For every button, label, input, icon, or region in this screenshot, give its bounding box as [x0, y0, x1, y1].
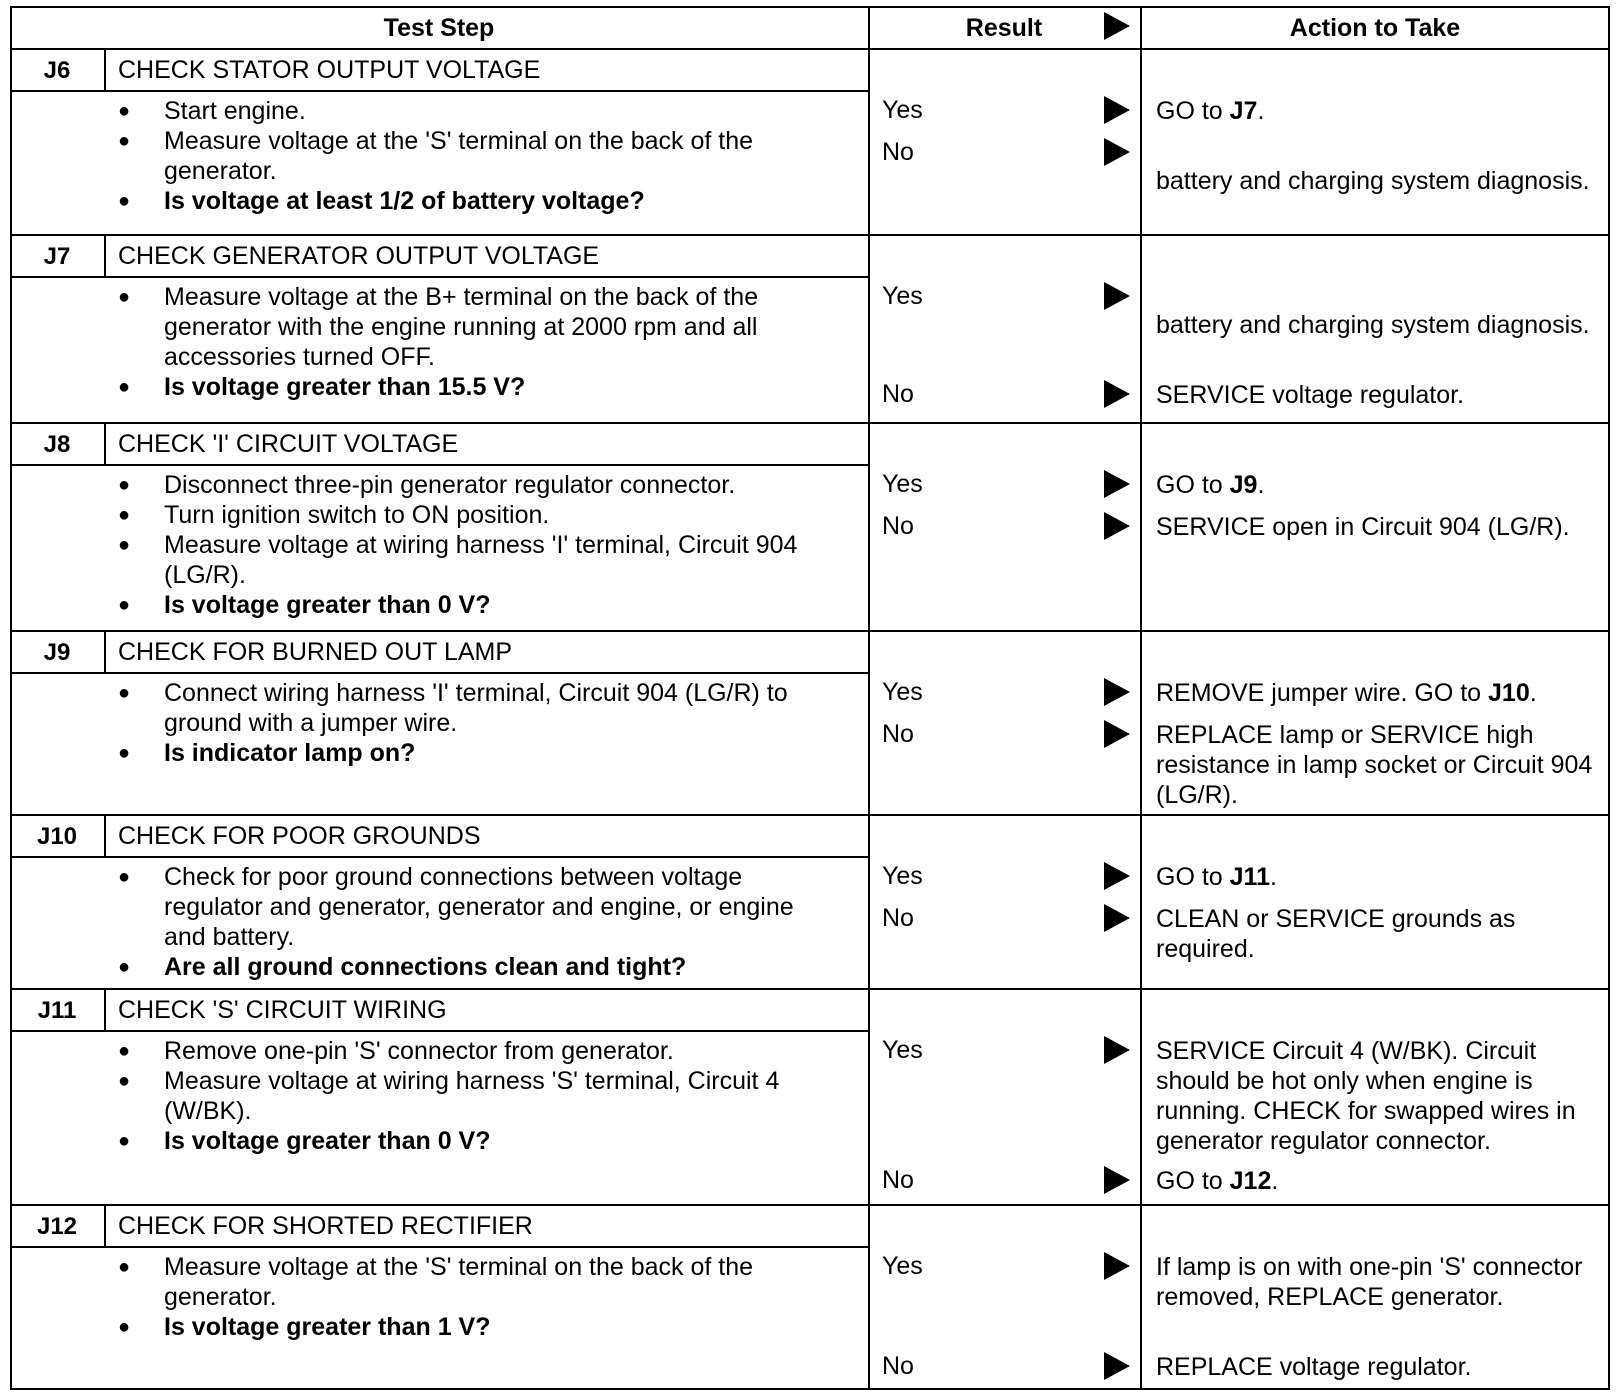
arrow-right-icon [1104, 720, 1130, 748]
step-id: J11 [37, 997, 77, 1024]
id-divider [104, 988, 106, 1030]
arrow-right-icon [1104, 512, 1130, 540]
action-step-ref: J11 [1229, 863, 1270, 891]
step-title: CHECK FOR BURNED OUT LAMP [118, 638, 513, 666]
arrow-right-icon [1104, 282, 1130, 310]
arrow-right-icon [1104, 96, 1130, 124]
action-pre: SERVICE Circuit 4 (W/BK). Circuit should be hot only when engine is running. CHECK for swapped wires in generator regulator connector. [1156, 1037, 1576, 1155]
step-bullet: ● Measure voltage at the 'S' terminal on the back of the generator. [118, 1252, 838, 1312]
step-question: ● Is voltage at least 1/2 of battery voltage? [118, 186, 838, 216]
step-instructions [118, 862, 838, 982]
result-yes: Yes [882, 678, 923, 706]
header-result: Result [965, 13, 1043, 42]
id-divider [104, 422, 106, 464]
step-divider [10, 814, 1610, 816]
step-question: ● Is voltage greater than 0 V? [118, 1126, 838, 1156]
title-divider [10, 90, 868, 92]
header-test-step: Test Step [383, 13, 495, 42]
step-instructions [118, 470, 838, 620]
step-bullet: ● Measure voltage at the 'S' terminal on the back of the generator. [118, 126, 838, 186]
result-yes: Yes [882, 862, 923, 890]
id-divider [104, 1204, 106, 1246]
step-question: ● Is indicator lamp on? [118, 738, 838, 768]
result-yes: Yes [882, 96, 923, 124]
arrow-right-icon [1104, 904, 1130, 932]
step-bullet: ● Measure voltage at wiring harness 'S' terminal, Circuit 4 (W/BK). [118, 1066, 838, 1126]
result-yes: Yes [882, 1252, 923, 1280]
action-pre: REPLACE lamp or SERVICE high resistance in lamp socket or Circuit 904 (LG/R). [1156, 721, 1593, 809]
step-bullet: ● Start engine. [118, 96, 838, 126]
action-text [1156, 678, 1596, 708]
title-divider [10, 276, 868, 278]
action-text [1156, 1166, 1596, 1196]
step-divider [10, 630, 1610, 632]
action-text [1156, 904, 1596, 964]
step-id: J9 [43, 639, 71, 666]
step-instructions [118, 1252, 838, 1342]
step-bullet: ● Turn ignition switch to ON position. [118, 500, 838, 530]
header-action: Action to Take [1289, 13, 1461, 42]
arrow-right-icon [1104, 138, 1130, 166]
step-title: CHECK 'I' CIRCUIT VOLTAGE [118, 430, 459, 458]
result-no: No [882, 138, 914, 166]
action-text [1156, 720, 1596, 810]
step-id: J7 [43, 243, 71, 270]
arrow-right-icon [1104, 1166, 1130, 1194]
action-text [1156, 1036, 1596, 1156]
step-instructions [118, 96, 838, 216]
action-text [1156, 1252, 1596, 1312]
action-post: . [1271, 1167, 1279, 1195]
action-pre: CLEAN or SERVICE grounds as required. [1156, 905, 1516, 963]
step-instructions [118, 678, 838, 768]
action-post: battery and charging system diagnosis. [1156, 311, 1590, 339]
step-id: J12 [36, 1213, 78, 1240]
action-pre: SERVICE open in Circuit 904 (LG/R). [1156, 513, 1570, 541]
step-question: ● Is voltage greater than 0 V? [118, 590, 838, 620]
step-title: CHECK FOR POOR GROUNDS [118, 822, 481, 850]
step-divider [10, 988, 1610, 990]
id-divider [104, 234, 106, 276]
action-pre: GO to [1156, 863, 1230, 891]
action-post: . [1257, 471, 1265, 499]
step-question: ● Is voltage greater than 1 V? [118, 1312, 838, 1342]
step-id: J8 [43, 431, 71, 458]
step-bullet: ● Remove one-pin 'S' connector from generator. [118, 1036, 838, 1066]
step-id: J6 [43, 57, 71, 84]
arrow-right-icon [1104, 1352, 1130, 1380]
action-pre: If lamp is on with one-pin 'S' connector removed, REPLACE generator. [1156, 1253, 1583, 1311]
result-no: No [882, 904, 914, 932]
title-divider [10, 1246, 868, 1248]
title-divider [10, 1030, 868, 1032]
action-post: . [1529, 679, 1537, 707]
divider-result [868, 6, 870, 1390]
action-step-ref: J12 [1229, 1167, 1272, 1195]
action-text [1156, 310, 1596, 340]
diagnostic-table [10, 6, 1610, 1394]
step-id: J10 [36, 823, 78, 850]
result-yes: Yes [882, 1036, 923, 1064]
action-pre: GO to [1156, 471, 1230, 499]
arrow-right-icon [1104, 1252, 1130, 1280]
result-no: No [882, 720, 914, 748]
action-text [1156, 380, 1596, 410]
step-title: CHECK 'S' CIRCUIT WIRING [118, 996, 447, 1024]
step-title: CHECK FOR SHORTED RECTIFIER [118, 1212, 533, 1240]
arrow-right-icon [1104, 678, 1130, 706]
action-text [1156, 470, 1596, 500]
action-post: battery and charging system diagnosis. [1156, 167, 1590, 195]
action-text [1156, 166, 1596, 196]
title-divider [10, 672, 868, 674]
step-instructions [118, 1036, 838, 1156]
step-question: ● Are all ground connections clean and tight? [118, 952, 838, 982]
arrow-right-icon [1104, 1036, 1130, 1064]
step-bullet: ● Connect wiring harness 'I' terminal, Circuit 904 (LG/R) to ground with a jumper wire. [118, 678, 838, 738]
action-pre: REMOVE jumper wire. GO to [1156, 679, 1489, 707]
result-yes: Yes [882, 470, 923, 498]
result-no: No [882, 380, 914, 408]
arrow-right-icon [1104, 862, 1130, 890]
step-question: ● Is voltage greater than 15.5 V? [118, 372, 838, 402]
result-no: No [882, 1352, 914, 1380]
action-step-ref: J10 [1488, 679, 1530, 707]
action-pre: SERVICE voltage regulator. [1156, 381, 1465, 409]
title-divider [10, 856, 868, 858]
arrow-right-icon [1104, 380, 1130, 408]
id-divider [104, 814, 106, 856]
result-yes: Yes [882, 282, 923, 310]
header-arrow-icon [1104, 12, 1130, 40]
action-text [1156, 96, 1596, 126]
id-divider [104, 630, 106, 672]
step-divider [10, 1204, 1610, 1206]
action-post: . [1269, 863, 1277, 891]
action-text [1156, 1352, 1596, 1382]
title-divider [10, 464, 868, 466]
step-title: CHECK GENERATOR OUTPUT VOLTAGE [118, 242, 600, 270]
header-divider [10, 48, 1610, 50]
step-bullet: ● Measure voltage at the B+ terminal on the back of the generator with the engine running at 2000 rpm and all accessories turned OFF. [118, 282, 838, 372]
step-instructions [118, 282, 838, 402]
id-divider [104, 48, 106, 90]
step-bullet: ● Measure voltage at wiring harness 'I' terminal, Circuit 904 (LG/R). [118, 530, 838, 590]
action-post: . [1257, 97, 1265, 125]
action-text [1156, 512, 1596, 542]
arrow-right-icon [1104, 470, 1130, 498]
step-divider [10, 234, 1610, 236]
action-pre: GO to [1156, 97, 1230, 125]
step-bullet: ● Disconnect three-pin generator regulator connector. [118, 470, 838, 500]
result-no: No [882, 1166, 914, 1194]
action-step-ref: J9 [1229, 471, 1258, 499]
step-divider [10, 422, 1610, 424]
step-bullet: ● Check for poor ground connections between voltage regulator and generator, generator and engine, or engine and battery. [118, 862, 838, 952]
result-no: No [882, 512, 914, 540]
action-step-ref: J7 [1229, 97, 1258, 125]
step-title: CHECK STATOR OUTPUT VOLTAGE [118, 56, 541, 84]
divider-action [1140, 6, 1142, 1390]
action-text [1156, 862, 1596, 892]
action-pre: GO to [1156, 1167, 1230, 1195]
action-pre: REPLACE voltage regulator. [1156, 1353, 1472, 1381]
